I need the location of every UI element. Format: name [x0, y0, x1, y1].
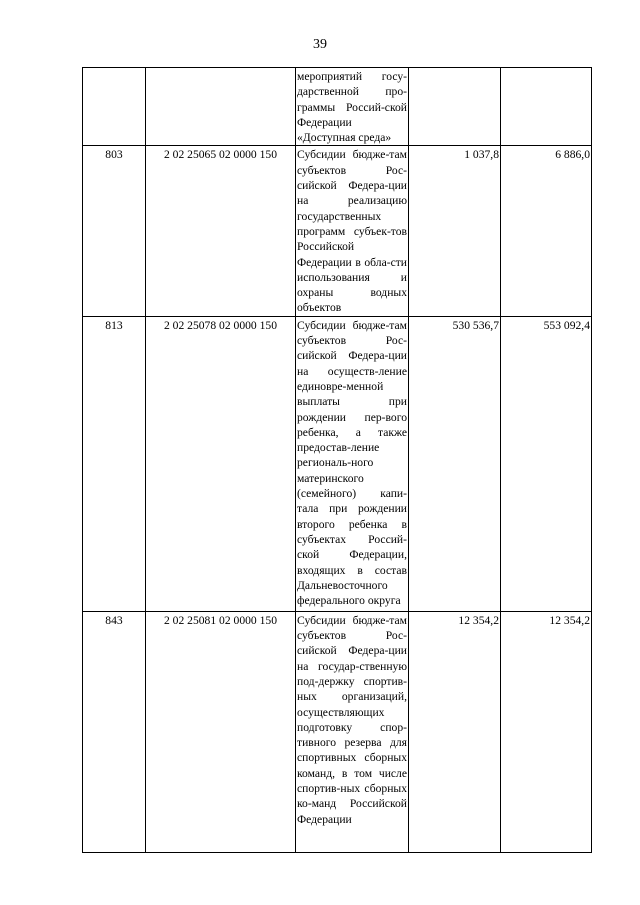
amount-year-1-cell: 530 536,7 — [409, 316, 501, 611]
amount-year-1-cell: 1 037,8 — [409, 146, 501, 316]
amount-year-2-cell: 553 092,4 — [501, 316, 592, 611]
budget-table — [82, 67, 592, 853]
table-row — [83, 316, 592, 611]
income-name-cell: Субсидии бюдже-там субъектов Рос-сийской Федера-ции на государ-ственную под-держку спортив-ных организаций, осуществляющих подготовку спор-тивного резерва для спортивных сборных команд, в том числе спортив-ных сборных ко-манд Российской Федерации — [296, 611, 409, 852]
amount-year-2-cell: 12 354,2 — [501, 611, 592, 852]
table-row — [83, 611, 592, 852]
budget-class-code-cell: 2 02 25065 02 0000 150 — [146, 146, 296, 316]
budget-class-code-cell: 2 02 25081 02 0000 150 — [146, 611, 296, 852]
table-row — [83, 68, 592, 146]
table-row — [83, 146, 592, 316]
page-number: 39 — [313, 37, 327, 52]
amount-year-1-cell — [409, 68, 501, 146]
admin-code-cell: 843 — [83, 611, 146, 852]
income-name-cell: мероприятий госу-дарственной про-граммы Россий-ской Федерации «Доступная среда» — [296, 68, 409, 146]
admin-code-cell: 803 — [83, 146, 146, 316]
income-name-cell: Субсидии бюдже-там субъектов Рос-сийской Федера-ции на реализацию государственных программ субъек-тов Российской Федерации в обла-сти использования и охраны водных объектов — [296, 146, 409, 316]
admin-code-cell — [83, 68, 146, 146]
budget-class-code-cell — [146, 68, 296, 146]
amount-year-1-cell: 12 354,2 — [409, 611, 501, 852]
amount-year-2-cell: 6 886,0 — [501, 146, 592, 316]
income-name-cell: Субсидии бюдже-там субъектов Рос-сийской Федера-ции на осуществ-ление единовре-менной выплаты при рождении пер-вого ребенка, а также предостав-ление региональ-ного материнского (семейного) капи-тала при рождении второго ребенка в субъектах Россий-ской Федерации, входящих в состав Дальневосточного федерального округа — [296, 316, 409, 611]
admin-code-cell: 813 — [83, 316, 146, 611]
budget-class-code-cell: 2 02 25078 02 0000 150 — [146, 316, 296, 611]
amount-year-2-cell — [501, 68, 592, 146]
